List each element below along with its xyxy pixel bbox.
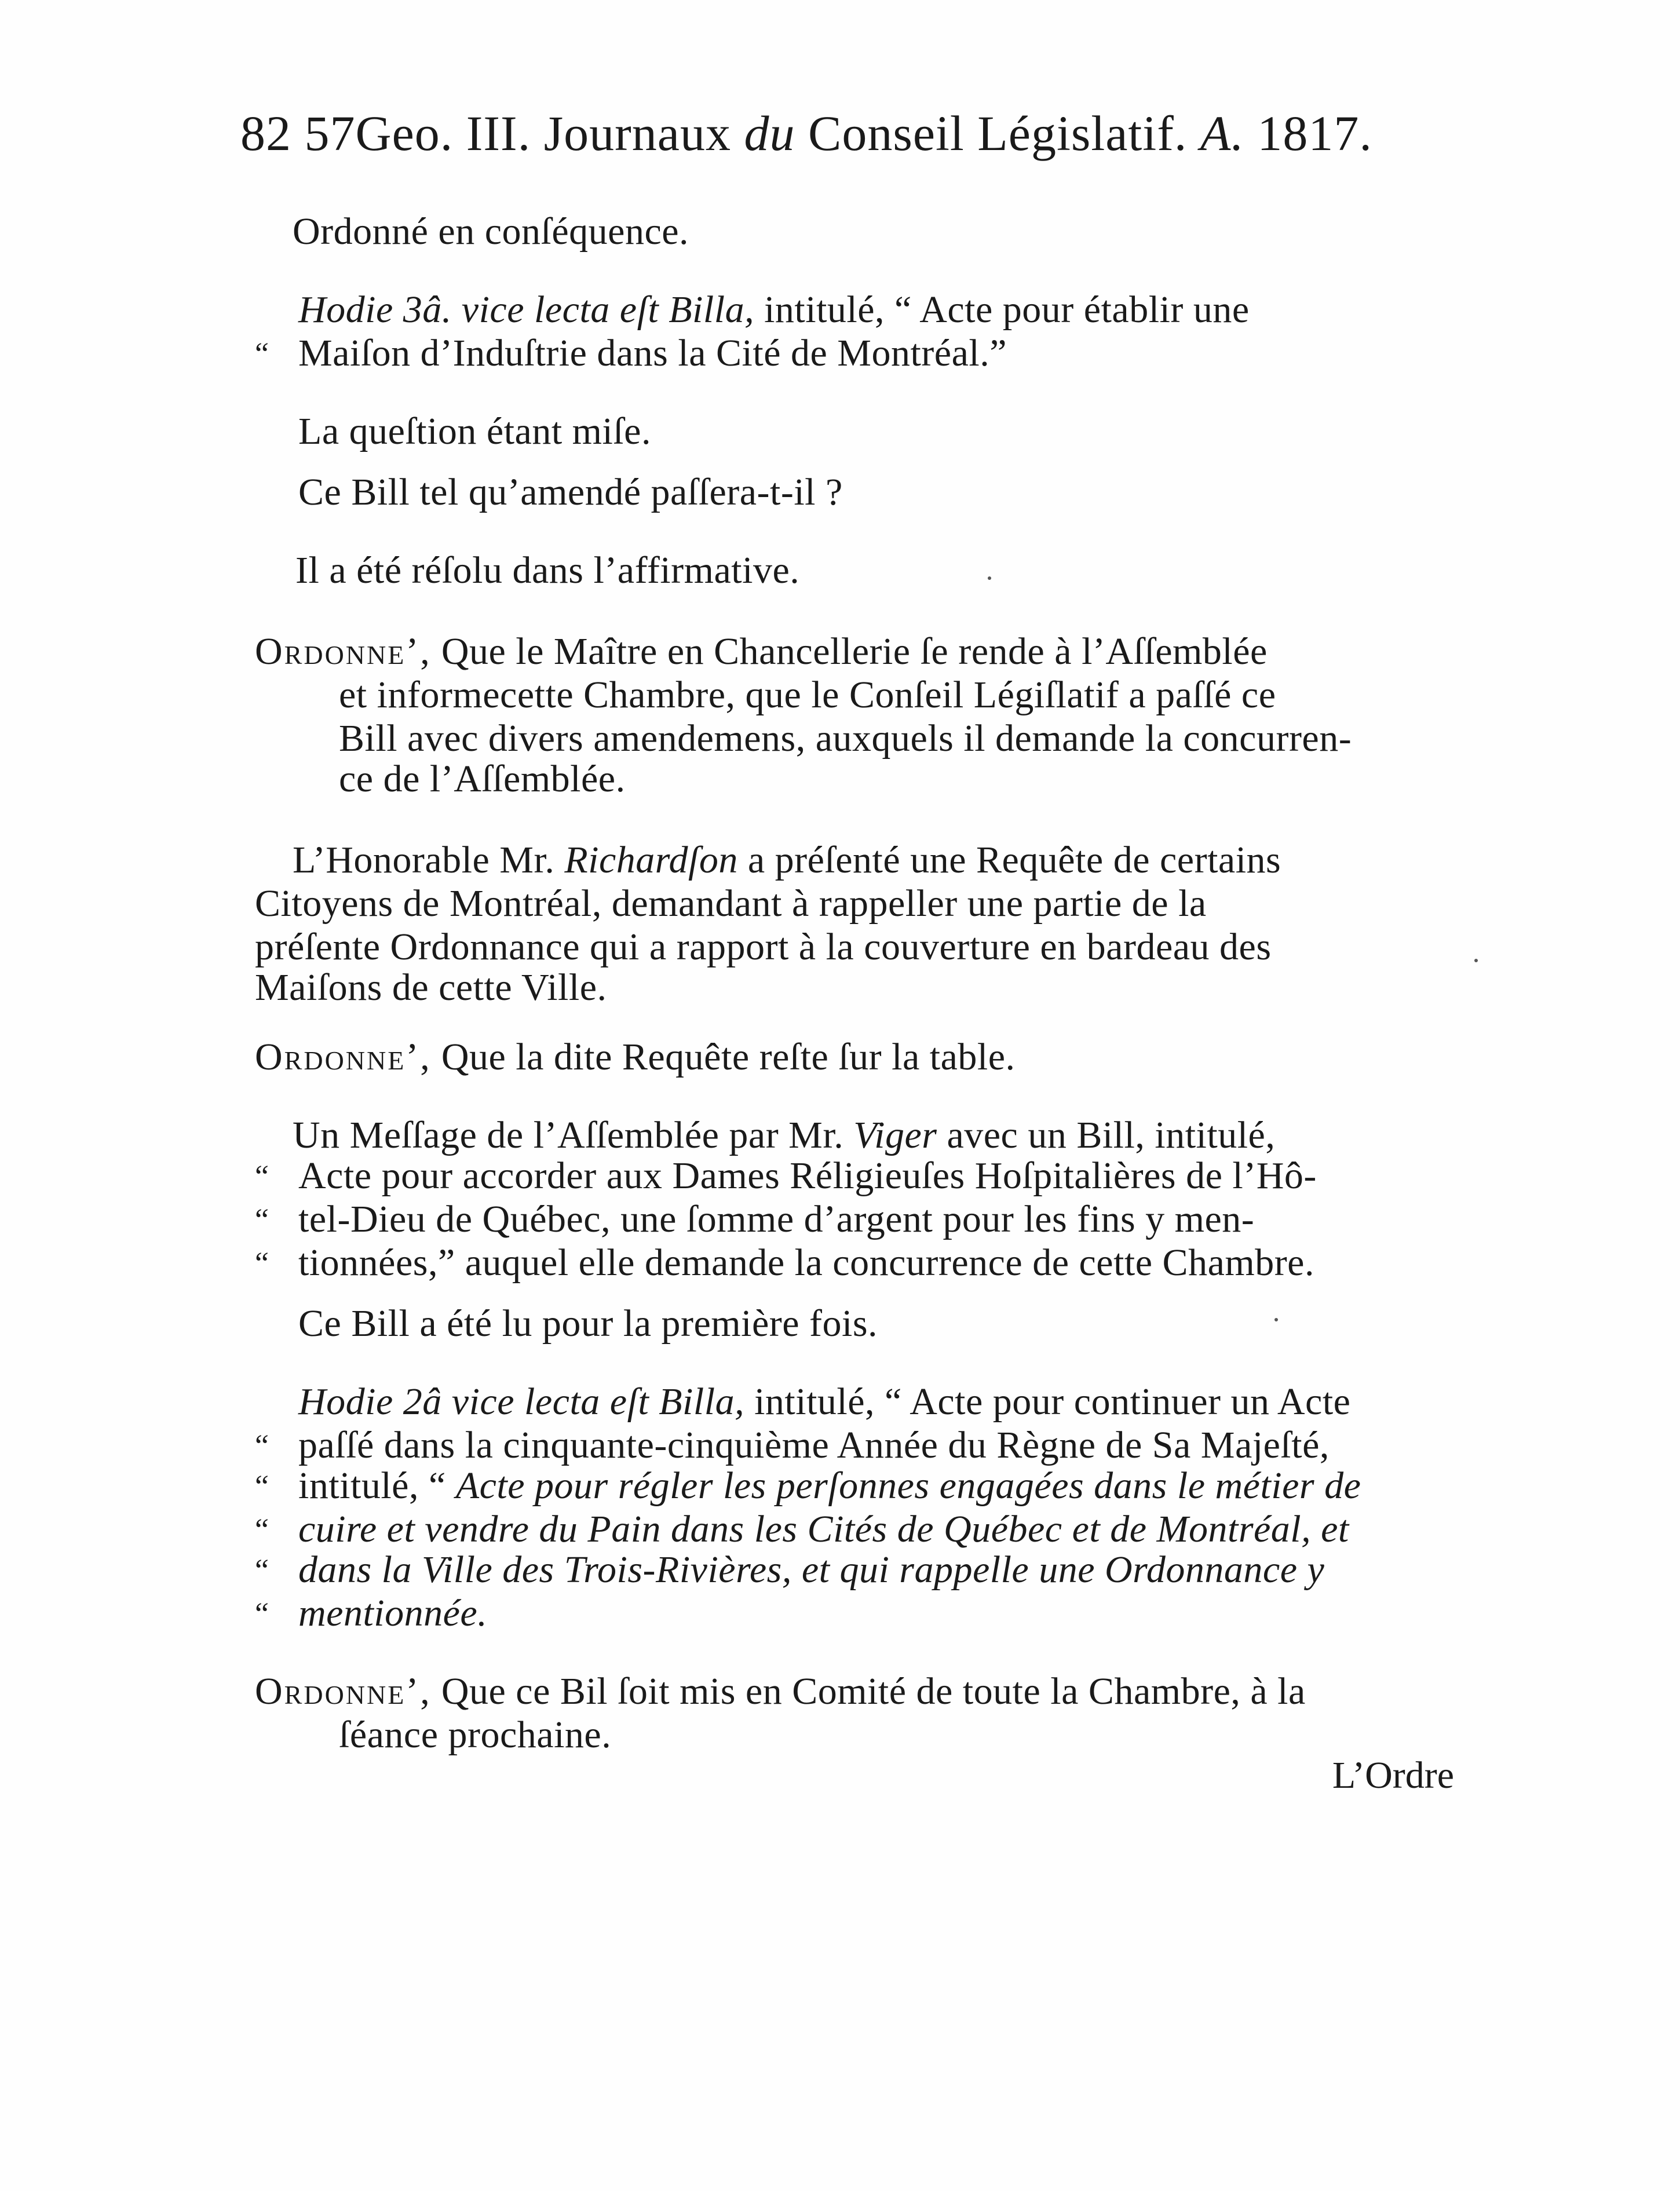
regnal-year: 57Geo. III.	[304, 105, 531, 161]
order-label: Ordonne’,	[255, 1036, 432, 1078]
print-speck	[1274, 1318, 1278, 1321]
quoted-act-title: Acte pour régler les perſonnes engagées dans le métier de	[455, 1465, 1361, 1507]
quote-mark: “	[255, 1246, 269, 1280]
hodie-second-text: intitulé, “	[298, 1465, 446, 1507]
hodie-second-reading-line-6: mentionnée.	[298, 1592, 488, 1634]
journal-title-prefix: Journaux	[543, 105, 731, 161]
header-year: 1817.	[1257, 105, 1372, 161]
catchword: L’Ordre	[1332, 1754, 1454, 1796]
hodie-second-reading-line-1	[298, 1379, 1350, 1425]
message-text: avec un Bill, intitulé,	[947, 1114, 1276, 1156]
order-text: Que la dite Requête reſte ſur la table.	[441, 1036, 1016, 1078]
hodie-second-title-start: intitulé, “ Acte pour continuer un Acte	[754, 1381, 1351, 1423]
order-paragraph-2	[255, 1034, 1016, 1080]
order-paragraph-1-line-4: ce de l’Aſſemblée.	[339, 758, 626, 800]
quote-mark: “	[255, 1596, 269, 1631]
member-name-viger: Viger	[853, 1114, 937, 1156]
message-text: Un Meſſage de l’Aſſemblée par Mr.	[293, 1114, 844, 1156]
hodie-second-reading-line-3	[298, 1463, 1361, 1509]
petition-paragraph-line-4: Maiſons de cette Ville.	[255, 966, 607, 1009]
petition-text: L’Honorable Mr.	[293, 839, 555, 881]
member-name-richardson: Richardſon	[564, 839, 738, 881]
petition-paragraph-line-2: Citoyens de Montréal, demandant à rappeller une partie de la	[255, 882, 1207, 925]
hodie-third-reading-line-1	[298, 287, 1250, 333]
order-paragraph-1-line-3: Bill avec divers amendemens, auxquels il demande la concurren-	[339, 717, 1352, 759]
hodie-third-reading-line-2: Maiſon d’Induſtrie dans la Cité de Montréal.”	[298, 332, 1007, 374]
quote-mark: “	[255, 1512, 269, 1547]
hodie-second-reading-line-4: cuire et vendre du Pain dans les Cités de Québec et de Montréal, et	[298, 1508, 1349, 1550]
order-text: Que le Maître en Chancellerie ſe rende à l’Aſſemblée	[441, 630, 1268, 673]
resolved-affirmative: Il a été réſolu dans l’affirmative.	[295, 549, 800, 591]
message-paragraph-line-2: Acte pour accorder aux Dames Réligieuſes Hoſpitalières de l’Hô-	[298, 1155, 1317, 1197]
hodie-second-italic: Hodie 2â vice lecta eſt Billa,	[298, 1381, 745, 1423]
petition-text: a préſenté une Requête de certains	[747, 839, 1281, 881]
petition-paragraph-line-1	[293, 837, 1281, 883]
message-paragraph-line-4: tionnées,” auquel elle demande la concurrence de cette Chambre.	[298, 1241, 1314, 1284]
running-header	[240, 104, 1372, 162]
quote-mark: “	[255, 1202, 269, 1237]
hodie-second-reading-line-5: dans la Ville des Trois-Rivières, et qui rappelle une Ordonnance y	[298, 1549, 1325, 1591]
order-label: Ordonne’,	[255, 1670, 432, 1712]
message-paragraph-line-1	[293, 1112, 1275, 1159]
print-speck	[988, 576, 991, 580]
section-letter: A.	[1200, 105, 1244, 161]
bill-pass-question: Ce Bill tel qu’amendé paſſera-t-il ?	[298, 471, 843, 513]
quote-mark: “	[255, 1469, 269, 1503]
quote-mark: “	[255, 1553, 269, 1587]
order-paragraph-3-line-2: ſéance prochaine.	[339, 1714, 612, 1756]
hodie-second-reading-line-2: paſſé dans la cinquante-cinquième Année du Règne de Sa Majeſté,	[298, 1424, 1330, 1466]
journal-title-suffix: Conseil Législatif.	[808, 105, 1188, 161]
petition-paragraph-line-3: préſente Ordonnance qui a rapport à la couverture en bardeau des	[255, 926, 1272, 968]
order-text: Que ce Bil ſoit mis en Comité de toute la Chambre, à la	[441, 1670, 1306, 1712]
order-paragraph-3-line-1	[255, 1668, 1306, 1715]
order-label: Ordonne’,	[255, 630, 432, 673]
quote-mark: “	[255, 1428, 269, 1463]
order-paragraph-1-line-2: et informecette Chambre, que le Conſeil Légiſlatif a paſſé ce	[339, 674, 1276, 716]
question-put: La queſtion étant miſe.	[298, 410, 651, 452]
print-speck	[1474, 959, 1478, 962]
order-paragraph-1-line-1	[255, 629, 1268, 675]
quote-mark: “	[255, 1159, 269, 1193]
hodie-third-italic: Hodie 3â. vice lecta eſt Billa,	[298, 289, 755, 331]
quote-mark: “	[255, 336, 269, 371]
ordonne-consequence: Ordonné en conſéquence.	[293, 210, 689, 253]
page-number: 82	[240, 105, 291, 161]
first-reading: Ce Bill a été lu pour la première fois.	[298, 1302, 878, 1345]
message-paragraph-line-3: tel-Dieu de Québec, une ſomme d’argent pour les fins y men-	[298, 1198, 1255, 1240]
hodie-third-title-start: intitulé, “ Acte pour établir une	[764, 289, 1250, 331]
journal-title-du: du	[744, 105, 795, 161]
